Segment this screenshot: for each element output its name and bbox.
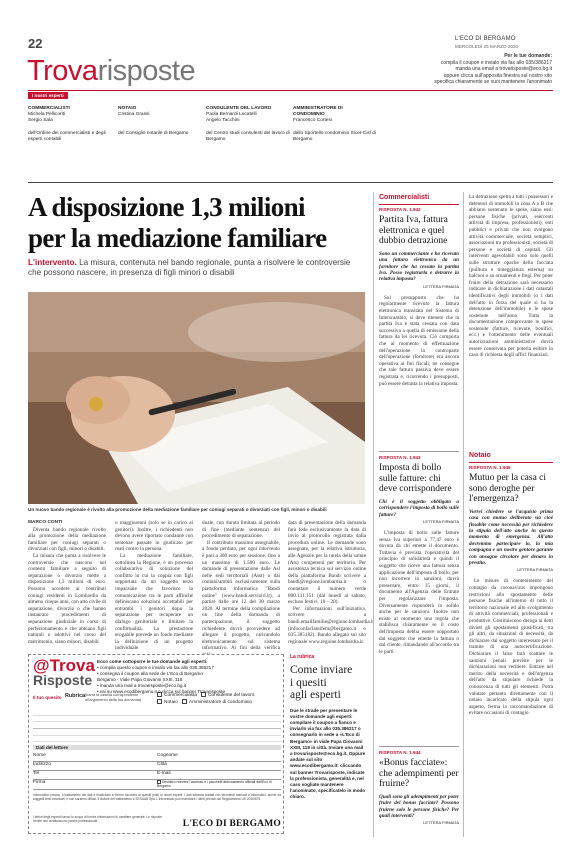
answer-divider — [379, 746, 459, 747]
rubrica-title-line: i quesiti — [290, 676, 327, 689]
lead-body-col1 — [28, 520, 106, 645]
coupon-options — [157, 692, 283, 706]
checkbox-icon[interactable] — [182, 699, 187, 704]
contact-box — [340, 53, 552, 86]
lead-body-col4 — [288, 520, 374, 645]
contact-line: manda una email a trovarisposte@eco.bg.it — [455, 66, 552, 73]
photo-illustration — [28, 292, 365, 504]
expert-title: CONSULENTE DEL LAVORO — [206, 106, 272, 111]
risposta-signature: LETTERA FIRMATA — [423, 283, 459, 289]
checkbox-icon[interactable] — [157, 692, 162, 697]
field-nome[interactable]: Nome — [33, 753, 46, 758]
email-optin-label: Desidero ricevere l'accesso e i pacchetti abbonamento ufficiali dall'Eco di Bergamo — [157, 780, 272, 788]
risposta-1942 — [379, 207, 459, 387]
expert-title: AMMINISTRATORE DI CONDOMINIO — [293, 106, 343, 118]
expert-org: del Centro studi consulenti del lavoro di Bergamo — [206, 130, 290, 142]
coupon-privacy: Informativa privacy. Il trattamento dei dati è finalizzato a fornire riscontro ai quesiti posti ai nostri esperti. I dati saranno trattati con strumenti manuali e informatici, anche da soggetti terzi incaricati, e non saranno diffusi. Il titolare del trattamento è SESAAB Spa. L'interessato può esercitare i diritti previsti dal Regolamento UE 2016/679. — [33, 793, 281, 801]
coupon-instruction: • compila questo coupon e invialo via fax allo 035.386217 — [97, 664, 214, 670]
column-divider — [373, 192, 374, 837]
expert-name: Cristina Grassi — [118, 112, 150, 118]
risposta-signature: LETTERA FIRMATA — [423, 820, 459, 826]
coupon-logo-top: @Trova — [33, 656, 95, 675]
risposta-answer: Le misure di contenimento del contagio da coronavirus impongono restrizioni allo spostamento delle persone fisiche all'interno di tutto il territorio nazionale ed allo svolgimento di attività commerciali, professionali e produttive. Costituiscono deroga ai detti divieti gli spostamenti giustificati, tra gli altri, da situazioni di necessità, da dichiarare dal soggetto interessato per il tramite di una autocertificazione. Dichiarare il falso farà scattare le sanzioni penali previste per le dichiarazioni non veritiere. Entrare nel merito della necessità e dell'urgenza dell'atto da stipulare richiede la conoscenza di tutti gli elementi. Potrà valutare pertanto direttamente con il notaio incaricato della stipula ogni aspetto, ferma la raccomandazione di evitare occasioni di contagio. — [469, 578, 553, 717]
header-rule — [28, 90, 553, 91]
expert-name: Paola Bernardi Locatelli — [206, 112, 257, 118]
checkbox-icon[interactable] — [201, 692, 206, 697]
coupon-logo — [33, 658, 95, 688]
field-firma[interactable]: Firma — [33, 780, 46, 785]
lead-paragraph: Il contributo massimo assegnabile, a fondo perduto, per ogni intervento è pari a 300 euro per sessione, fino a un massimo di 1.500 euro. Le domande di presentazione dalle Asl nelle sedi territoriali (Asst) o dai comuni/ambiti esclusivamente sulla piattaforma informatica "Bandi online" (www.bandi.servizirl.it), a partire dalle ore 12 del 30 marzo 2020. Al termine della compilazione on line della domanda di partecipazione, il soggetto richiedente dovrà provvedere ad allegare il progetto, caricandolo elettronicamente sul sistema informativo. Ai fini della verifica — [202, 539, 280, 652]
risposta-title: «Bonus facciate»: che adempimenti per fruirne? — [379, 758, 459, 790]
rubrica-box — [290, 654, 367, 801]
page-number: 22 — [28, 36, 43, 51]
risposta-1943 — [379, 455, 459, 655]
coupon-instruction: • vai su www.ecodibergamo.it e clicca sul banner Trovarisposte — [97, 688, 225, 694]
section-logo — [27, 56, 195, 86]
risposta-answer: Sul presupposto che ha regolarmente ricevuto la fattura elettronica transitata nel Sistema di Interscambio, si deve ritenere che la partita Iva è stata cessata con data successiva a quella di emissione della fattura da lei ricevuta. Ciò comporta che al momento di effettuazione dell'operazione la controparte dell'operazione (fornitore) era ancora operativa ai fini fiscali; ne consegue che tale fattura passiva deve essere registrata e, ricorrendo i presupposti, può essere detratta la relativa imposta. — [379, 294, 459, 387]
risposta-title: Mutuo per la casa ci sono deroghe per l'emergenza? — [469, 473, 547, 505]
option-label: Commercialista — [164, 693, 198, 698]
section-logo-light: Trova — [27, 55, 98, 87]
lead-summary-text: La misura, contenuta nel bando regionale, punta a risolvere le controversie che possono nascere, in presenza di figli minori o disabili — [28, 258, 351, 278]
field-tel[interactable]: Tel — [33, 771, 40, 776]
contact-line: specifica chiaramente se vuoi mantenere l'anonimato — [434, 79, 552, 86]
expert-title: COMMERCIALISTI — [28, 106, 70, 111]
lead-body-col2 — [115, 520, 193, 652]
question-lines[interactable] — [33, 709, 281, 743]
risposta-1945 — [469, 465, 553, 717]
risposta-question: Sono un commerciante e ho ricevuto una fattura elettronica da un fornitore che ha cessato la partita Iva. Posso registrarla e detrarre la relativa imposta? — [379, 250, 459, 283]
field-cognome[interactable]: Cognome — [157, 753, 178, 758]
coupon-brand: L'ECO DI BERGAMO — [182, 819, 281, 829]
lead-paragraph: Diventa bando regionale rivolto alla promozione della mediazione familiare per coniugi separati o divorziati con figli, minori o disabili. — [28, 526, 106, 553]
coupon-instruction: • consegna il coupon alla sede de L'Eco di Bergamo — [97, 670, 203, 676]
lead-headline-line: A disposizione 1,3 milioni — [28, 192, 305, 222]
risposta-signature: LETTERA FIRMATA — [517, 567, 553, 573]
lead-paragraph: o maggiorenni (solo se in carico ai genitori). Inoltre, i richiedenti non devono avere riportato condanne con sentenze passate in giudicato per reati contro la persona. — [115, 520, 193, 553]
rubrica-label: La rubrica — [290, 654, 315, 660]
field-citta[interactable]: Città — [157, 762, 167, 767]
section-commercialisti: Commercialisti — [379, 194, 430, 201]
expert-org: dello Sportello condominio Sicet-Cisl di Bergamo — [293, 130, 376, 142]
risposta-answer: L'imposta di bollo sulle fatture senza Iva superiori a 77,47 euro è dovuta da chi emette il documento. Tuttavia è prevista l'operatività del principio di solidarietà e quindi il soggetto che riceve una fattura senza applicazione dell'imposta di bollo, per non incorrere in sanzioni, dovrà presentare, entro 15 giorni, il documento all'Agenzia delle Entrate per regolarizzare l'imposta. Diversamente risponderà in solido anche per le sanzioni. Inoltre non esiste al momento una regola che stabilisca chiaramente se il costo dell'imposta debba essere sopportato dal soggetto che emette la fattura o dal cliente, rimandando all'accordo tra le parti. — [379, 530, 459, 655]
coupon-instruction: • manda una mail a trovarisposte@eco.bg.it — [97, 682, 187, 688]
bonus-facciate-answer: La detrazione spetta a tutti i possessori e detentori di immobili in zona A o B che abbiano sostenuto le spese, siano essi: persone fisiche (privati, esercenti attività di impresa, professionisti), enti pubblici e privati che non svolgono attività commerciale, società semplici, associazioni tra professionisti, società di persone e società di capitali. Gli interventi agevolabili sono solo quelli sulle strutture opache della facciata (pulitura e tinteggiatura esterna) su balconi o su ornamenti e fregi. Per poter fruire della detrazione sarà necessario indicare in dichiarazione i dati catastali identificativi degli immobili (o i dati dell'atto in forza del quale si ha la detenzione dell'immobile) e le spese sostenute nell'anno. Tutta la documentazione comprovante le spese sostenute (fatture, ricevute, bonifici, ecc.) e l'ottenimento delle eventuali autorizzazioni amministrative dovrà essere conservata per poterla esibire in caso di richiesta degli uffici finanziari. — [469, 194, 553, 359]
expert-name: Angelo Tacchini — [206, 118, 240, 124]
coupon-instructions-title: Ecco come sottoporre le tue domande agli esperti: — [97, 659, 208, 664]
risposta-title: Partita Iva, fattura elettronica e quel dubbio detrazione — [379, 215, 448, 247]
expert-name: Michela Pellicoriti — [28, 112, 66, 118]
risposta-label: RISPOSTA N. 1.945 — [469, 465, 511, 470]
coupon-question-label: Il tuo quesito — [33, 695, 62, 700]
expert-name: Francesco Cortesi — [293, 118, 332, 124]
risposta-question: Chi è il soggetto obbligato a corrispondere l'imposta di bollo sulle fatture? — [379, 498, 459, 518]
risposta-label: RISPOSTA N. 1.943 — [379, 455, 421, 460]
section-rule — [379, 204, 459, 205]
risposta-signature: LETTERA FIRMATA — [423, 519, 459, 524]
option-amministratore[interactable] — [182, 699, 252, 706]
rubrica-body: Due le strade per presentare le vostre domande agli esperti: compilare il coupon a fianco e inviarlo via fax allo 035.386217 o consegnarlo in sede a «L'Eco di Bergamo» in viale Papa Giovanni XXIII, 118 in città. Inviare una mail a trovarisposte@eco.bg.it. Oppure andate sul sito www.ecodibergamo.it: cliccando sul banner Trovarisposte, indicate la professionista, generalità e, nel caso vogliate mantenere l'anonimato, specificatelo in modo chiaro. — [290, 707, 366, 800]
contact-title: Per le tue domande: — [504, 53, 552, 59]
issue-date: MERCOLEDÌ 25 MARZO 2020 — [455, 44, 519, 49]
rubrica-title-line: Come inviare — [290, 664, 353, 676]
expert-column — [118, 106, 208, 137]
field-email[interactable]: E-mail — [157, 771, 171, 776]
column-divider — [463, 192, 464, 837]
expert-column — [206, 106, 296, 143]
coupon-logo-bottom: Risposte — [33, 672, 93, 688]
lead-headline — [28, 192, 366, 254]
rubrica-title — [290, 664, 367, 702]
lead-paragraph: Per informazioni sull'iniziativa, scrivere a bandi.emailfamilie@regione.lombardia.it (infoconfaclamifem@bergamo.it o 035.385182). Bando allegato sul sito regionale www.regione.lombardia.it. — [288, 605, 374, 645]
contact-line: compila il coupon e invialo via fax allo 035/386217 — [440, 59, 552, 66]
newspaper-name: L'ECO DI BERGAMO — [455, 36, 516, 42]
lead-headline-line: per la mediazione familiare — [28, 223, 327, 253]
coupon-instructions — [97, 659, 283, 694]
coupon-data-label: Dati del lettore — [33, 745, 281, 750]
experts-divider — [28, 182, 553, 183]
option-label: Consulente del lavoro — [208, 693, 255, 698]
experts-tag: I nostri esperti — [28, 92, 68, 99]
rubrica-title-line: agli esperti — [290, 689, 341, 701]
email-optin[interactable] — [157, 780, 281, 789]
photo-caption: Un nuovo bando regionale è rivolto alla promozione della mediazione familiare per coniugi separati o divorziati con figli, minori o disabili — [28, 507, 327, 512]
risposta-question: Quali sono gli adempimenti per poter fruire del bonus facciate? Possono fruirne solo le persone fisiche? Per quali interventi? — [379, 793, 459, 819]
expert-column — [293, 106, 383, 143]
expert-name: Sergio Sala — [28, 118, 53, 124]
coupon — [28, 654, 284, 834]
lead-byline: MARCO CONTI — [28, 520, 63, 525]
lead-kicker: L'intervento. — [28, 258, 77, 267]
lead-paragraph: duale, con durata limitata al periodo di fine (mediante sentenza) del procedimento di separazione. — [202, 520, 280, 540]
risposta-label: RISPOSTA N. 1.944 — [379, 750, 421, 755]
lead-paragraph: data di presentazione della domanda farà fede esclusivamente la data di invio al protocollo registrata dalla procedura online. Le domande sono assegnate, per la relativa istruttoria, alle Agenzie per la tutela della salute (Ats) competenti per territorio. Per assistenza tecnica sul servizio online della piattaforma Bandi scrivere a bandi@regione.lombardia.it o contattare il numero verde 800.131.151 (dal lunedì al sabato, escluso festivi, 10 – 20). — [288, 520, 366, 606]
option-label: Amministratore di condominio — [188, 700, 253, 705]
risposta-label: RISPOSTA N. 1.942 — [379, 207, 421, 212]
option-consulente[interactable] — [201, 692, 254, 699]
risposta-1944 — [379, 750, 459, 825]
field-indirizzo[interactable]: Indirizzo — [33, 762, 51, 767]
checkbox-icon[interactable] — [157, 699, 162, 704]
section-notaio: Notaio — [469, 452, 491, 459]
lead-paragraph: La mediazione familiare, sottolinea la Regione, è un processo collaborativo di soluzione del conflitto in cui la coppia con figli supportata da un soggetto terzo imparziale che favorisce la comunicazione tra le parti affinché definiscano soluzioni accettabili per entrambi i genitori dopo la separazione per recuperare un dialogo genitoriale e limitare la conflittualità. La prestazione erogabile prevede un fondo mediante la definizione di un progetto individuale — [115, 552, 193, 652]
coupon-rubric-label: Rubrica — [65, 693, 86, 699]
coupon-rubric-hint: (barra la casella corrispondente all'argomento della tua domanda) — [85, 693, 142, 702]
lead-photo — [28, 292, 365, 504]
option-label: Notaio — [164, 700, 178, 705]
lead-body-col3 — [202, 520, 280, 658]
expert-org: dell'Ordine dei commercialisti e degli esperti contabili — [28, 130, 106, 142]
expert-title: NOTAIO — [118, 106, 137, 111]
coupon-fields — [33, 753, 281, 790]
coupon-instruction: Bergamo - Viale Papa Giovanni XXIII, 118 — [97, 676, 183, 682]
option-commercialista[interactable] — [157, 692, 197, 699]
risposta-title: Imposta di bollo sulle fatture: chi deve corrispondere — [379, 463, 452, 495]
lead-paragraph: La misura che punta a risolvere le controversie che nascono nel contesto familiare a seguito di separazione o divorzio mette a disposizione 1,3 milioni di euro. Possono accedere ai contributi coniugi residenti in Lombardia da almeno cinque anni, con atto civile di separazione, divorzio o che hanno instaurato procedimenti di separazione giudiziale in corso di perfezionamento e che abbiano figli naturali o adottivi nel corso del matrimonio, siano minori, disabili — [28, 552, 106, 645]
option-notaio[interactable] — [157, 699, 178, 706]
section-logo-accent: risposte — [97, 55, 196, 87]
contact-line: oppure clicca sull'apposita finestra sul nostro sito — [443, 72, 552, 79]
section-rule — [469, 462, 553, 463]
expert-org: del Consiglio notarile di Bergamo — [118, 130, 189, 136]
answer-divider — [379, 451, 459, 452]
lead-summary — [28, 258, 364, 279]
risposta-question: Vorrei chiedere se l'acquisto prima casa con mutuo deliberato sia cioè fissabile come necessità per richiedere la stipula dell'atto anche in questo momento di emergenza. All'atto dovremmo partecipare io, la mia compagna e un nostro gentore garante con ansagno circolare per denaro in prestito. — [469, 508, 553, 567]
coupon-privacy-note: I lettori degli esperti hanno lo scopo di fornire informazioni di carattere generale. Le risposte fornite non costituiscono parere professionale. — [33, 815, 162, 823]
